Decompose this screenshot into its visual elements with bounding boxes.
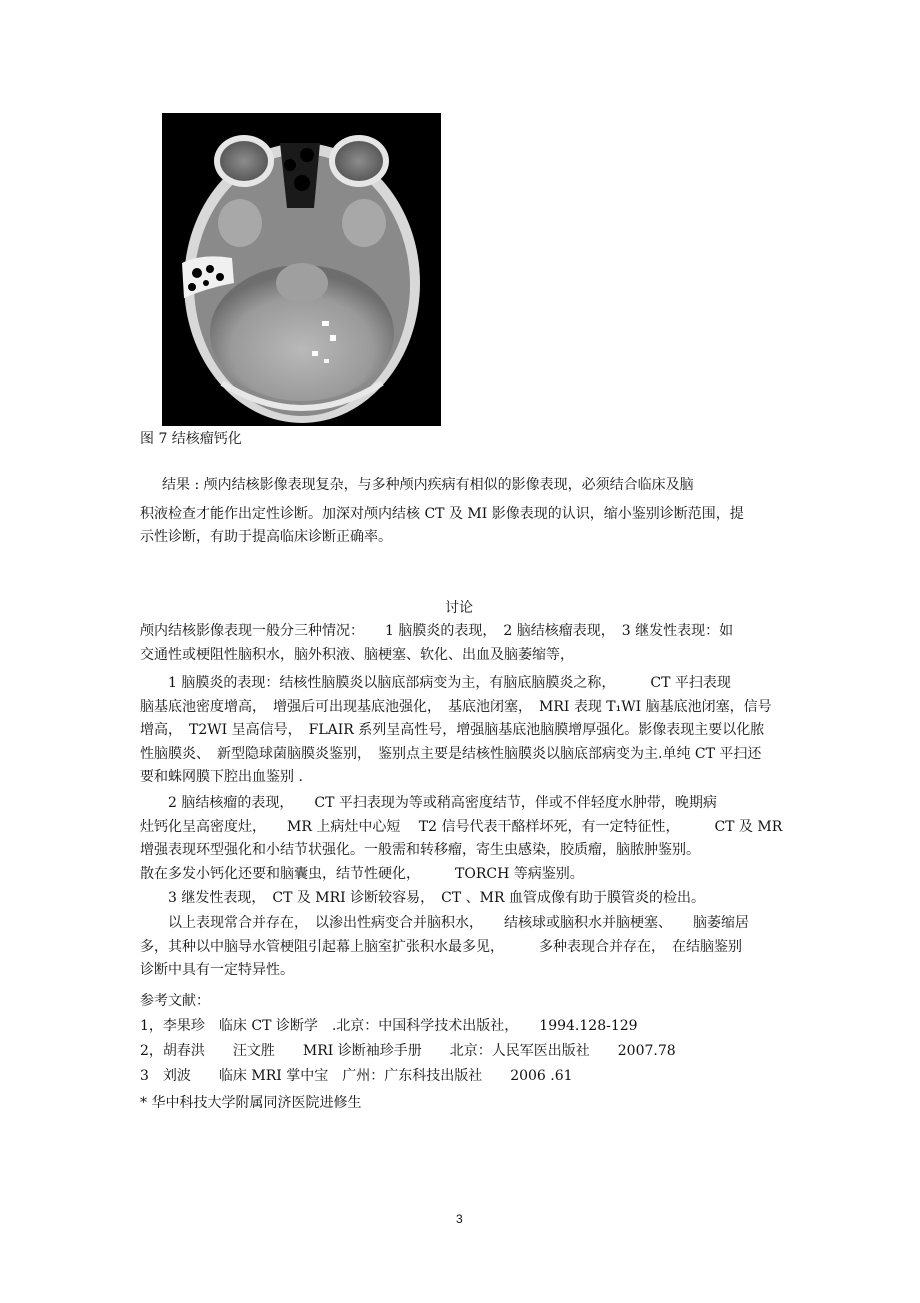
page-number: 3 <box>456 1212 463 1226</box>
paragraph-line: 散在多发小钙化还要和脑囊虫，结节性硬化， TORCH 等病鉴别。 <box>140 865 584 882</box>
ct-scan-image <box>162 113 441 426</box>
figure-caption: 图 7 结核瘤钙化 <box>140 431 242 447</box>
author-affiliation: * 华中科技大学附属同济医院进修生 <box>140 1095 362 1111</box>
paragraph-line: 性脑膜炎、 新型隐球菌脑膜炎鉴别， 鉴别点主要是结核性脑膜炎以脑底部病变为主.单纯 CT 平扫还 <box>140 745 762 762</box>
paragraph-line: 3 继发性表现， CT 及 MRI 诊断较容易， CT 、MR 血管成像有助于膜管炎的检出。 <box>140 890 705 906</box>
discussion-paragraph-meningitis <box>140 672 780 790</box>
result-line-1: 结果 : 颅内结核影像表现复杂，与多种颅内疾病有相似的影像表现，必须结合临床及脑 <box>162 477 694 493</box>
discussion-intro <box>140 620 780 667</box>
result-line-2: 积液检查才能作出定性诊断。加深对颅内结核 CT 及 MI 影像表现的认识，缩小鉴别诊断范围，提 <box>140 506 744 522</box>
paragraph-line: 2 脑结核瘤的表现， CT 平扫表现为等或稍高密度结节，伴或不伴轻度水肿带，晚期病 <box>140 795 717 811</box>
paragraph-line: 脑基底池密度增高， 增强后可出现基底池强化， 基底池闭塞， MRI 表现 T₁WI 脑基底池闭塞，信号 <box>140 698 772 715</box>
paragraph-line: 要和蛛网膜下腔出血鉴别 . <box>140 769 303 785</box>
paragraph-line: 灶钙化呈高密度灶， MR 上病灶中心短 T2 信号代表干酪样坏死，有一定特征性， CT 及 MR <box>140 818 783 835</box>
discussion-heading: 讨论 <box>445 600 473 616</box>
intro-line: 颅内结核影像表现一般分三种情况： 1 脑膜炎的表现， 2 脑结核瘤表现， 3 继发性表现：如 <box>140 623 734 639</box>
ct-scan-graphic <box>162 113 441 426</box>
paragraph-line: 以上表现常合并存在， 以渗出性病变合并脑积水， 结核球或脑积水并脑梗塞、 脑萎缩居 <box>140 915 749 931</box>
discussion-paragraph-secondary <box>140 887 780 911</box>
paragraph-line: 多，其种以中脑导水管梗阻引起幕上脑室扩张积水最多见， 多种表现合并存在， 在结脑鉴别 <box>140 938 742 955</box>
references-title: 参考文献： <box>140 993 210 1009</box>
discussion-paragraph-combined <box>140 912 780 983</box>
reference-item: 2，胡春洪 汪文胜 MRI 诊断袖珍手册 北京：人民军医出版社 2007.78 <box>140 1043 676 1059</box>
paragraph-line: 诊断中具有一定特异性。 <box>140 962 294 978</box>
intro-line: 交通性或梗阻性脑积水，脑外积液、脑梗塞、软化、出血及脑萎缩等， <box>140 646 574 663</box>
paragraph-line: 增高， T2WI 呈高信号， FLAIR 系列呈高性号，增强脑基底池脑膜增厚强化。影像表现主要以化脓 <box>140 722 765 738</box>
reference-item: 3 刘波 临床 MRI 掌中宝 广州：广东科技出版社 2006 .61 <box>140 1068 573 1084</box>
references <box>140 989 676 1116</box>
reference-item: 1，李果珍 临床 CT 诊断学 .北京：中国科学技术出版社， 1994.128-129 <box>140 1018 638 1034</box>
paragraph-line: 增强表现环型强化和小结节状强化。一般需和转移瘤，寄生虫感染，胶质瘤，脑脓肿鉴别。 <box>140 842 700 858</box>
result-line-3: 示性诊断，有助于提高临床诊断正确率。 <box>140 529 392 545</box>
paragraph-line: 1 脑膜炎的表现：结核性脑膜炎以脑底部病变为主，有脑底脑膜炎之称， CT 平扫表现 <box>140 675 731 691</box>
discussion-paragraph-tuberculoma <box>140 792 783 886</box>
